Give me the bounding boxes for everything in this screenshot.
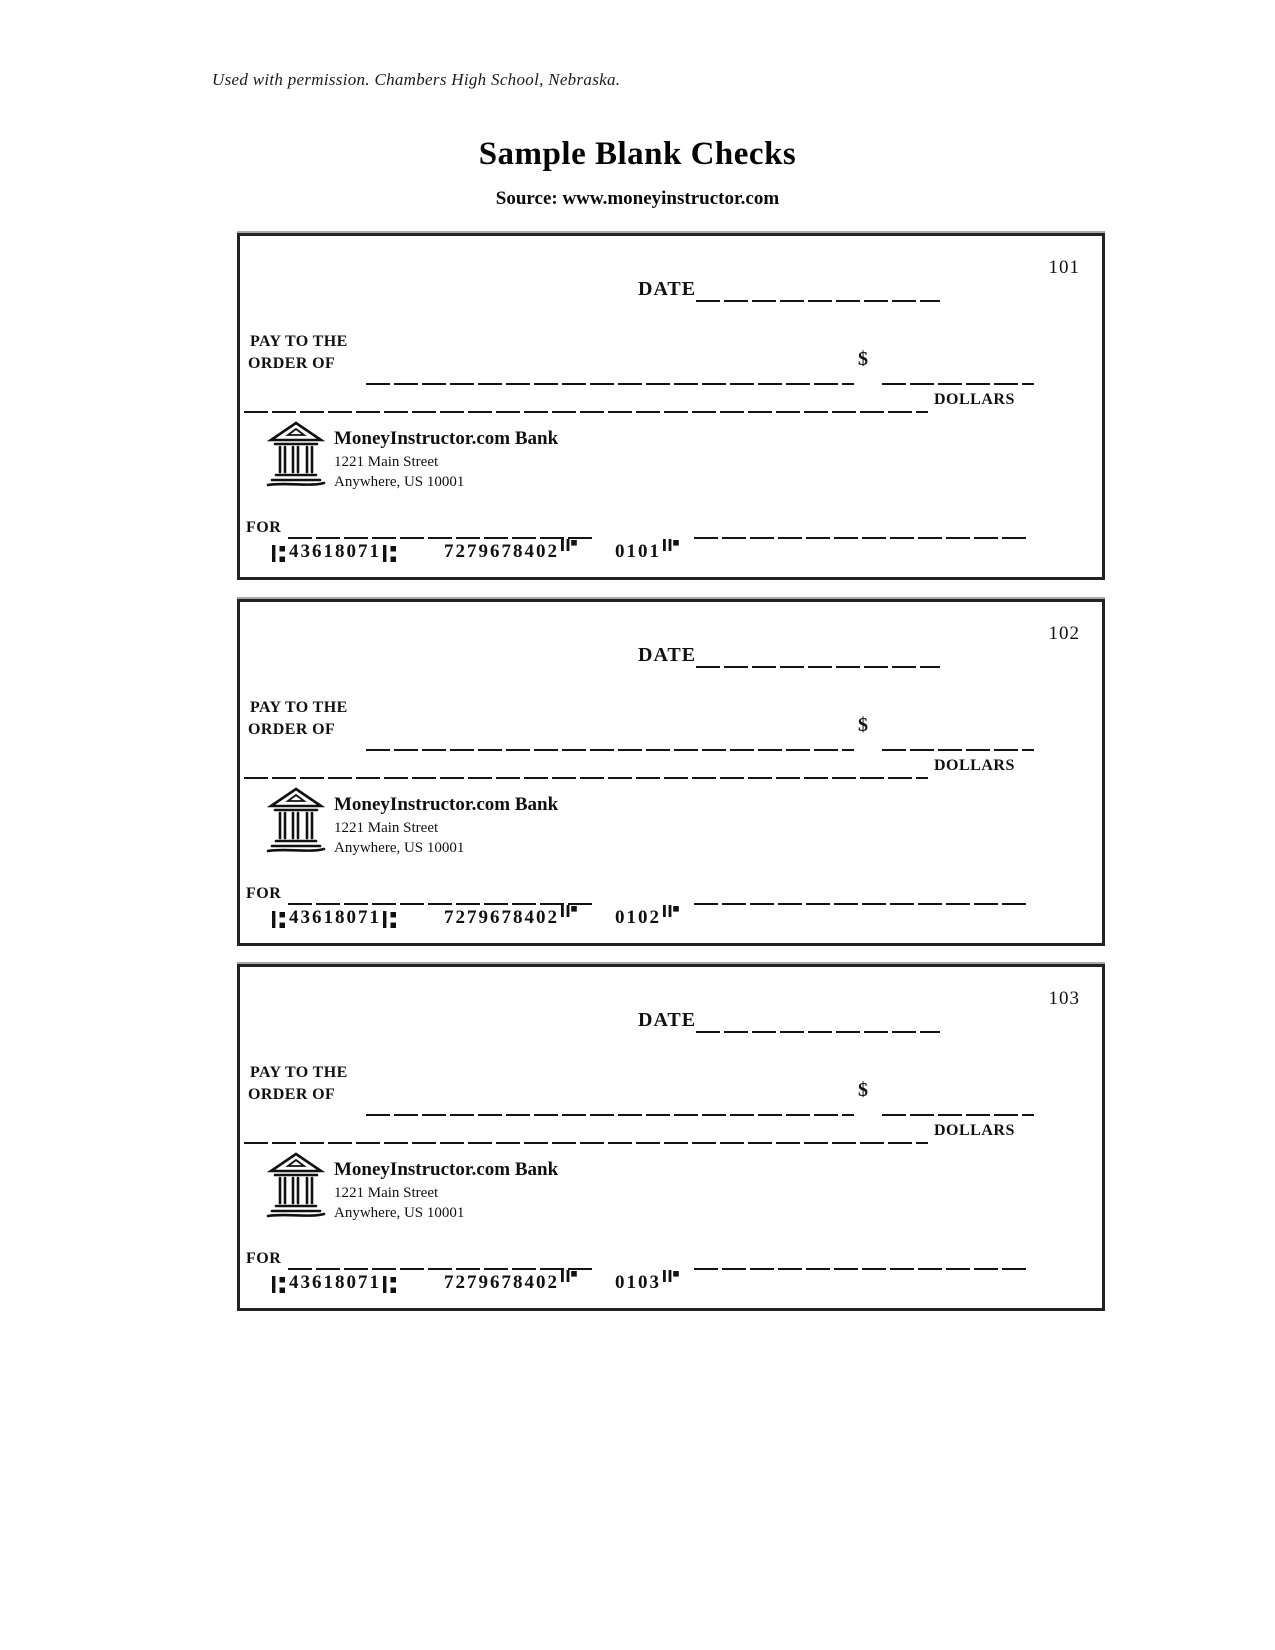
page-title: Sample Blank Checks: [478, 136, 797, 172]
micr-line: [270, 1271, 679, 1295]
amount-line: [882, 749, 1034, 751]
date-line: [696, 300, 940, 302]
micr-account-number: 7279678402: [444, 907, 559, 928]
bank-building-icon: [266, 420, 326, 490]
bank-address-line2: Anywhere, US 10001: [334, 474, 465, 490]
micr-onus-icon: [561, 539, 577, 559]
bank-address-line1: 1221 Main Street: [334, 1185, 439, 1201]
micr-line: [270, 540, 679, 564]
memo-line: [288, 537, 596, 539]
order-of-label: ORDER OF: [248, 355, 336, 372]
payee-line: [366, 1114, 854, 1116]
payee-line: [366, 383, 854, 385]
bank-address-line2: Anywhere, US 10001: [334, 840, 465, 856]
bank-name: MoneyInstructor.com Bank: [334, 794, 559, 815]
dollar-sign: $: [858, 1079, 868, 1101]
date-label: DATE: [638, 278, 697, 300]
dollars-label: DOLLARS: [934, 391, 1015, 408]
bank-address-line1: 1221 Main Street: [334, 820, 439, 836]
dollars-label: DOLLARS: [934, 757, 1015, 774]
micr-account-number: 7279678402: [444, 1272, 559, 1293]
for-label: FOR: [246, 1250, 282, 1267]
micr-transit-icon: [272, 542, 287, 564]
amount-line: [882, 1114, 1034, 1116]
amount-words-line: [244, 777, 928, 779]
attribution-text: Used with permission. Chambers High School, Nebraska.: [212, 70, 621, 89]
bank-address-line2: Anywhere, US 10001: [334, 1205, 465, 1221]
pay-to-the-label: PAY TO THE: [250, 1064, 348, 1081]
dollar-sign: $: [858, 714, 868, 736]
check-number: 103: [1048, 988, 1080, 1009]
check-number: 102: [1048, 623, 1080, 644]
micr-line: [270, 906, 679, 930]
micr-transit-icon: [383, 1273, 398, 1295]
order-of-label: ORDER OF: [248, 1086, 336, 1103]
micr-check-number: 0103: [615, 1272, 661, 1293]
micr-onus-icon: [561, 1270, 577, 1290]
date-line: [696, 1031, 940, 1033]
memo-line: [288, 1268, 596, 1270]
bank-building-icon: [266, 1151, 326, 1221]
amount-line: [882, 383, 1034, 385]
micr-transit-icon: [272, 908, 287, 930]
micr-transit-icon: [383, 542, 398, 564]
micr-check-number: 0102: [615, 907, 661, 928]
dollars-label: DOLLARS: [934, 1122, 1015, 1139]
micr-routing-number: 43618071: [289, 541, 381, 562]
amount-words-line: [244, 1142, 928, 1144]
micr-routing-number: 43618071: [289, 907, 381, 928]
bank-building-icon: [266, 786, 326, 856]
micr-transit-icon: [383, 908, 398, 930]
memo-line: [288, 903, 596, 905]
micr-routing-number: 43618071: [289, 1272, 381, 1293]
micr-onus-icon: [561, 905, 577, 925]
signature-line: [694, 1268, 1028, 1270]
dollar-sign: $: [858, 348, 868, 370]
date-label: DATE: [638, 1009, 697, 1031]
date-label: DATE: [638, 644, 697, 666]
source-line: Source: www.moneyinstructor.com: [495, 188, 780, 209]
bank-address-line1: 1221 Main Street: [334, 454, 439, 470]
signature-line: [694, 903, 1028, 905]
order-of-label: ORDER OF: [248, 721, 336, 738]
bank-name: MoneyInstructor.com Bank: [334, 428, 559, 449]
micr-transit-icon: [272, 1273, 287, 1295]
payee-line: [366, 749, 854, 751]
bank-name: MoneyInstructor.com Bank: [334, 1159, 559, 1180]
check-102: [237, 599, 1105, 946]
pay-to-the-label: PAY TO THE: [250, 699, 348, 716]
micr-account-number: 7279678402: [444, 541, 559, 562]
check-103: [237, 964, 1105, 1311]
micr-onus-icon: [663, 1270, 679, 1290]
date-line: [696, 666, 940, 668]
micr-onus-icon: [663, 905, 679, 925]
micr-onus-icon: [663, 539, 679, 559]
pay-to-the-label: PAY TO THE: [250, 333, 348, 350]
check-number: 101: [1048, 257, 1080, 278]
amount-words-line: [244, 411, 928, 413]
signature-line: [694, 537, 1028, 539]
for-label: FOR: [246, 885, 282, 902]
check-101: [237, 233, 1105, 580]
micr-check-number: 0101: [615, 541, 661, 562]
for-label: FOR: [246, 519, 282, 536]
